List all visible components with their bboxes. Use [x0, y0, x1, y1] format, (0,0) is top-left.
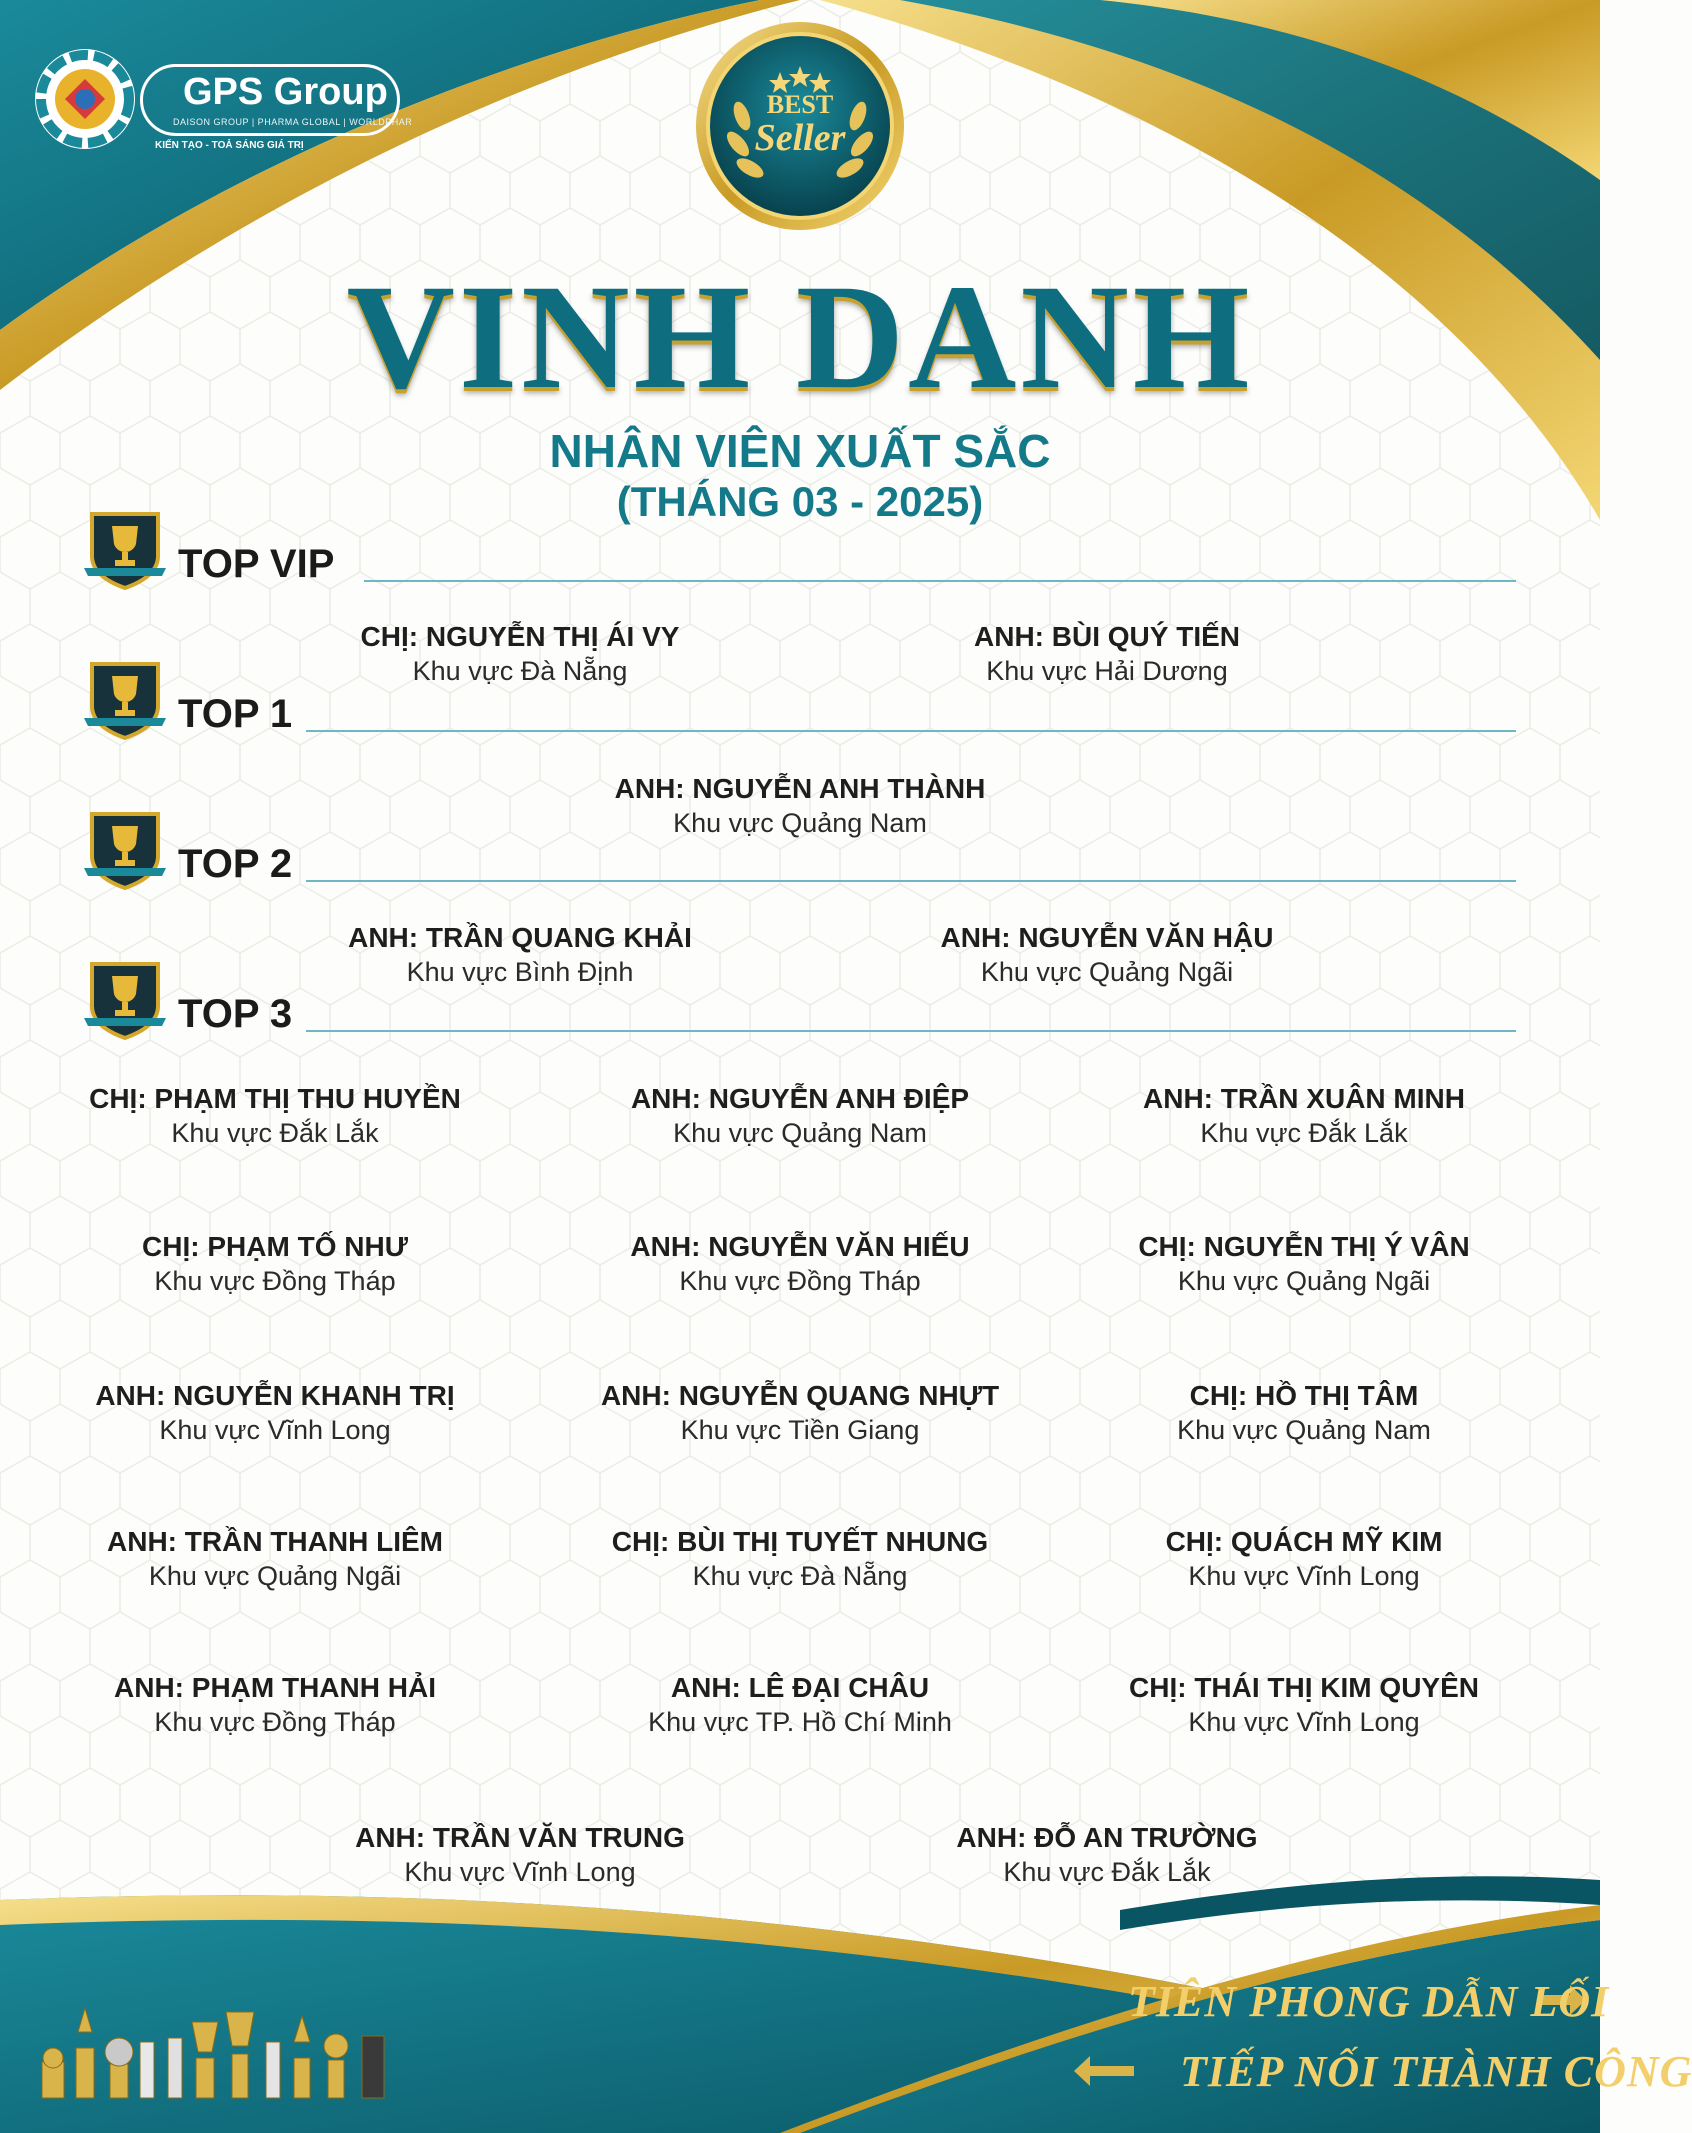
trophy-shield-icon [84, 510, 166, 590]
honoree-name: ANH: NGUYỄN VĂN HIẾU [630, 1231, 970, 1262]
honoree-top-3 [1024, 1082, 1584, 1150]
honoree-top-3 [520, 1082, 1080, 1150]
honoree-region: Khu vực Đà Nẵng [412, 656, 628, 686]
honoree-top-3 [1024, 1525, 1584, 1593]
section-divider [306, 1030, 1516, 1032]
honoree-top-3 [0, 1671, 555, 1739]
trophy-shield-icon [84, 810, 166, 890]
honoree-region: Khu vực Bình Định [406, 957, 634, 987]
honoree-top-3 [0, 1525, 555, 1593]
honoree-top-2 [240, 921, 800, 989]
honoree-top-3 [1024, 1379, 1584, 1447]
honoree-name: CHỊ: NGUYỄN THỊ ÁI VY [360, 621, 680, 652]
honoree-top-3 [0, 1379, 555, 1447]
trophy-shield-icon [84, 660, 166, 740]
badge-best-text: BEST [766, 90, 834, 119]
honoree-name: ANH: TRẦN VĂN TRUNG [355, 1822, 685, 1853]
honoree-name: ANH: LÊ ĐẠI CHÂU [670, 1672, 930, 1703]
honoree-region: Khu vực Đắk Lắk [1200, 1118, 1408, 1148]
honoree-top-3 [240, 1821, 800, 1889]
honoree-top-3 [827, 1821, 1387, 1889]
honoree-top-3 [0, 1230, 555, 1298]
arrow-left-icon [1074, 2056, 1134, 2086]
honoree-region: Khu vực Quảng Nam [1177, 1415, 1431, 1445]
honoree-name: ANH: NGUYỄN ANH ĐIỆP [630, 1083, 970, 1114]
honoree-region: Khu vực Vĩnh Long [159, 1415, 391, 1445]
badge-seller-text: Seller [754, 117, 846, 159]
honoree-name: ANH: TRẦN XUÂN MINH [1143, 1083, 1465, 1114]
honoree-name: ANH: NGUYỄN ANH THÀNH [614, 773, 986, 804]
honoree-top-vip [827, 620, 1387, 688]
footer-slogan-line1: TIÊN PHONG DẪN LỐI [1128, 1977, 1610, 2026]
honoree-name: CHỊ: PHẠM THỊ THU HUYỀN [89, 1083, 461, 1114]
honoree-name: ANH: BÙI QUÝ TIẾN [974, 621, 1240, 652]
honoree-name: CHỊ: HỒ THỊ TÂM [1189, 1380, 1419, 1411]
honoree-top-1 [520, 772, 1080, 840]
page-month: (THÁNG 03 - 2025) [616, 478, 984, 525]
page-title: VINH DANH [346, 254, 1254, 420]
best-seller-badge [690, 16, 910, 236]
honoree-region: Khu vực Quảng Ngãi [148, 1561, 402, 1591]
honoree-top-3 [520, 1525, 1080, 1593]
honoree-top-2 [827, 921, 1387, 989]
honoree-name: ANH: NGUYỄN QUANG NHỰT [600, 1380, 1000, 1411]
section-label: TOP 2 [178, 842, 293, 886]
honoree-top-vip [240, 620, 800, 688]
brand-subline: DAISON GROUP | PHARMA GLOBAL | WORLDPHAR [173, 117, 413, 127]
honoree-region: Khu vực Hải Dương [986, 656, 1228, 686]
honoree-region: Khu vực Đắk Lắk [1003, 1857, 1211, 1887]
honoree-region: Khu vực Đà Nẵng [692, 1561, 908, 1591]
page-subtitle: NHÂN VIÊN XUẤT SẮC [549, 425, 1051, 477]
section-divider [364, 580, 1516, 582]
honoree-name: CHỊ: QUÁCH MỸ KIM [1165, 1526, 1443, 1557]
honoree-name: ANH: NGUYỄN KHANH TRỊ [95, 1380, 455, 1411]
honoree-region: Khu vực Đồng Tháp [154, 1266, 396, 1296]
honoree-region: Khu vực Quảng Nam [673, 808, 927, 838]
honoree-name: ANH: NGUYỄN VĂN HẬU [940, 922, 1274, 953]
logo-pill [140, 64, 413, 136]
honoree-region: Khu vực Vĩnh Long [404, 1857, 636, 1887]
section-label: TOP 1 [178, 692, 293, 736]
logo-emblem-icon [32, 46, 138, 152]
honoree-region: Khu vực Đồng Tháp [679, 1266, 921, 1296]
honoree-region: Khu vực TP. Hồ Chí Minh [648, 1707, 952, 1737]
footer-slogan-line2: TIẾP NỐI THÀNH CÔNG [1180, 2047, 1692, 2096]
honoree-region: Khu vực Đắk Lắk [171, 1118, 379, 1148]
honoree-name: ANH: TRẦN THANH LIÊM [107, 1526, 443, 1557]
honoree-name: ANH: TRẦN QUANG KHẢI [348, 922, 692, 953]
gps-group-logo [32, 46, 413, 156]
section-top-vip [0, 510, 1600, 600]
honoree-name: ANH: PHẠM THANH HẢI [114, 1672, 436, 1703]
honoree-region: Khu vực Tiền Giang [680, 1415, 920, 1445]
honoree-name: CHỊ: NGUYỄN THỊ Ý VÂN [1138, 1231, 1470, 1262]
honoree-top-3 [0, 1082, 555, 1150]
honoree-region: Khu vực Vĩnh Long [1188, 1561, 1420, 1591]
honoree-name: CHỊ: PHẠM TỐ NHƯ [142, 1231, 408, 1262]
trophies-illustration [36, 2002, 416, 2102]
trophy-shield-icon [84, 960, 166, 1040]
honoree-region: Khu vực Đồng Tháp [154, 1707, 396, 1737]
section-label: TOP 3 [178, 992, 293, 1036]
honoree-name: CHỊ: THÁI THỊ KIM QUYÊN [1129, 1672, 1479, 1703]
honoree-top-3 [520, 1671, 1080, 1739]
honoree-region: Khu vực Quảng Ngãi [980, 957, 1234, 987]
honoree-region: Khu vực Quảng Nam [673, 1118, 927, 1148]
section-label: TOP VIP [178, 542, 335, 586]
brand-name: GPS Group [183, 71, 388, 113]
honoree-top-3 [1024, 1671, 1584, 1739]
section-divider [306, 730, 1516, 732]
honoree-region: Khu vực Vĩnh Long [1188, 1707, 1420, 1737]
honoree-top-3 [520, 1230, 1080, 1298]
honoree-top-3 [1024, 1230, 1584, 1298]
honoree-name: ANH: ĐỖ AN TRƯỜNG [956, 1822, 1258, 1853]
brand-slogan: KIẾN TẠO - TOẢ SÁNG GIÁ TRỊ [155, 140, 304, 151]
section-divider [306, 880, 1516, 882]
honoree-region: Khu vực Quảng Ngãi [1177, 1266, 1431, 1296]
honoree-name: CHỊ: BÙI THỊ TUYẾT NHUNG [611, 1526, 989, 1557]
honoree-top-3 [520, 1379, 1080, 1447]
